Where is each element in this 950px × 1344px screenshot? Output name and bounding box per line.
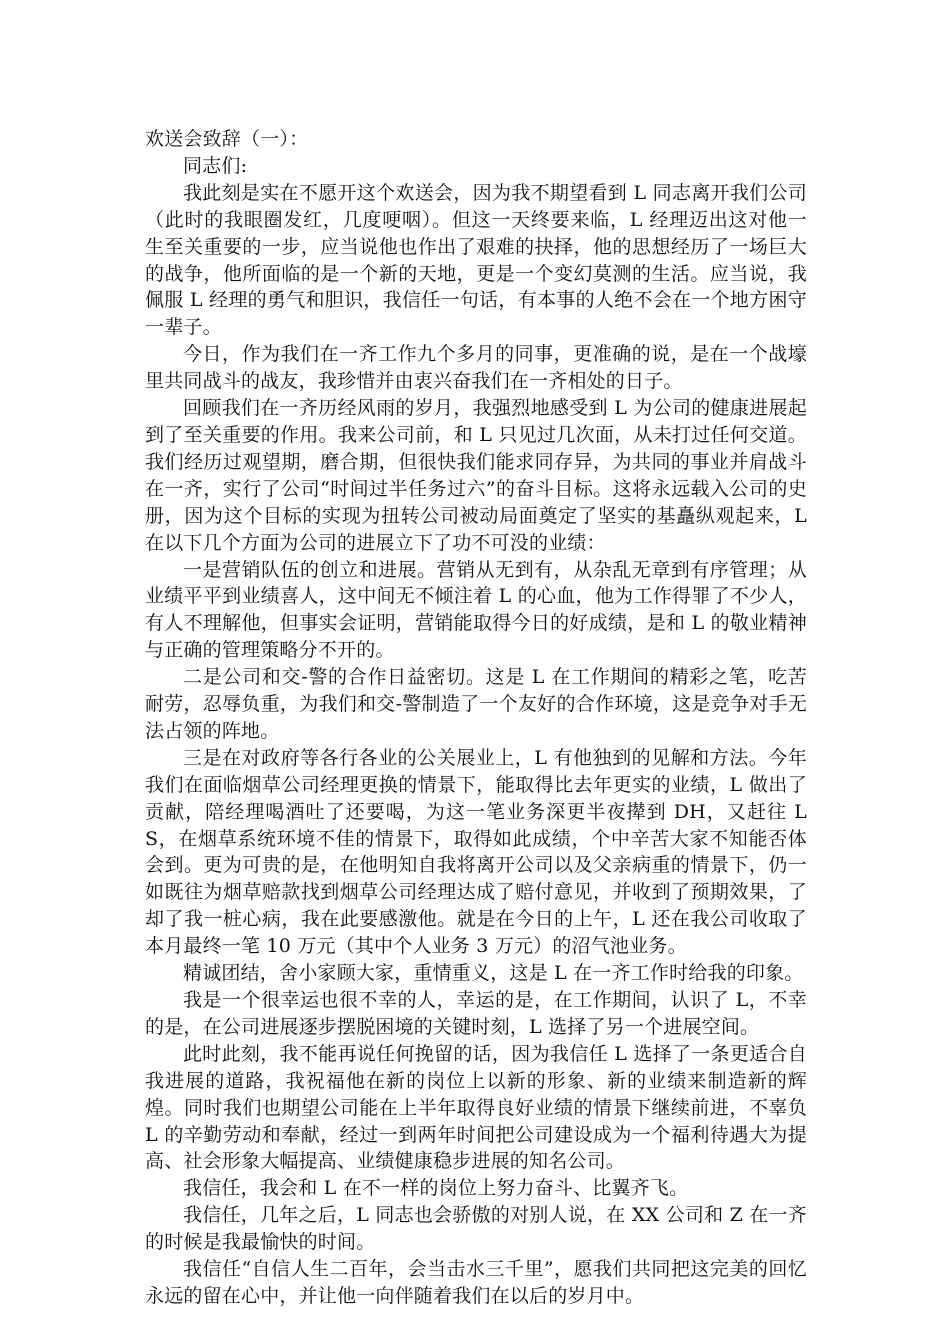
document-body	[145, 126, 807, 1310]
paragraph: 我是一个很幸运也很不幸的人，幸运的是，在工作期间，认识了 L，不幸的是，在公司进展逐步摆脱困境的关键时刻，L 选择了另一个进展空间。	[145, 989, 807, 1038]
paragraph: 我信任“自信人生二百年，会当击水三千里”，愿我们共同把这完美的回忆永远的留在心中，并让他一向伴随着我们在以后的岁月中。	[145, 1258, 807, 1307]
document-title: 欢送会致辞（一）：	[145, 128, 309, 150]
paragraph: 此时此刻，我不能再说任何挽留的话，因为我信任 L 选择了一条更适合自我进展的道路，我祝福他在新的岗位上以新的形象、新的业绩来制造新的辉煌。同时我们也期望公司能在上半年取得良好业绩的情景下继续前进，不辜负 L 的辛勤劳动和奉献，经过一到两年时间把公司建设成为一个福利待遇大为提高、社会形象大幅提高、业绩健康稳步进展的知名公司。	[145, 1042, 807, 1173]
paragraph: 一是营销队伍的创立和进展。营销从无到有，从杂乱无章到有序管理；从业绩平平到业绩喜人，这中间无不倾注着 L 的心血，他为工作得罪了不少人，有人不理解他，但事实会证明，营销能取得今日的好成绩，是和 L 的敬业精神与正确的管理策略分不开的。	[145, 558, 807, 662]
paragraph: 回顾我们在一齐历经风雨的岁月，我强烈地感受到 L 为公司的健康进展起到了至关重要的作用。我来公司前，和 L 只见过几次面，从未打过任何交道。我们经历过观望期，磨合期，但很快我们能求同存异，为共同的事业并肩战斗在一齐，实行了公司“时间过半任务过六”的奋斗目标。这将永远载入公司的史册，因为这个目标的实现为扭转公司被动局面奠定了坚实的基矗纵观起来，L 在以下几个方面为公司的进展立下了功不可没的业绩：	[145, 397, 807, 554]
paragraph: 精诚团结，舍小家顾大家，重情重义，这是 L 在一齐工作时给我的印象。	[183, 962, 804, 985]
paragraph: 三是在对政府等各行各业的公关展业上，L 有他独到的见解和方法。今年我们在面临烟草公司经理更换的情景下，能取得比去年更实的业绩，L 做出了贡献，陪经理喝酒吐了还要喝，为这一笔业务深更半夜撵到 DH，又赶往 LS，在烟草系统环境不佳的情景下，取得如此成绩，个中辛苦大家不知能否体会到。更为可贵的是，在他明知自我将离开公司以及父亲病重的情景下，仍一如既往为烟草赔款找到烟草公司经理达成了赔付意见，并收到了预期效果，了却了我一桩心病，我在此要感激他。就是在今日的上午，L 还在我公司收取了本月最终一笔 10 万元（其中个人业务 3 万元）的沼气池业务。	[145, 746, 807, 958]
paragraph: 今日，作为我们在一齐工作九个多月的同事，更准确的说，是在一个战壕里共同战斗的战友，我珍惜并由衷兴奋我们在一齐相处的日子。	[145, 343, 807, 393]
paragraph: 二是公司和交-警的合作日益密切。这是 L 在工作期间的精彩之笔，吃苦耐劳，忍辱负重，为我们和交-警制造了一个友好的合作环境，这是竞争对手无法占领的阵地。	[145, 666, 807, 742]
paragraph: 我信任，几年之后，L 同志也会骄傲的对别人说，在 XX 公司和 Z 在一齐的时候是我最愉快的时间。	[145, 1204, 807, 1254]
salutation: 同志们:	[183, 154, 248, 177]
paragraph: 我信任，我会和 L 在不一样的岗位上努力奋斗、比翼齐飞。	[183, 1177, 689, 1200]
paragraph: 我此刻是实在不愿开这个欢送会，因为我不期望看到 L 同志离开我们公司（此时的我眼圈发红，几度哽咽）。但这一天终要来临，L 经理迈出这对他一生至关重要的一步，应当说他也作出了艰难的抉择，他的思想经历了一场巨大的战争，他所面临的是一个新的天地，更是一个变幻莫测的生活。应当说，我佩服 L 经理的勇气和胆识，我信任一句话，有本事的人绝不会在一个地方困守一辈子。	[145, 181, 807, 339]
